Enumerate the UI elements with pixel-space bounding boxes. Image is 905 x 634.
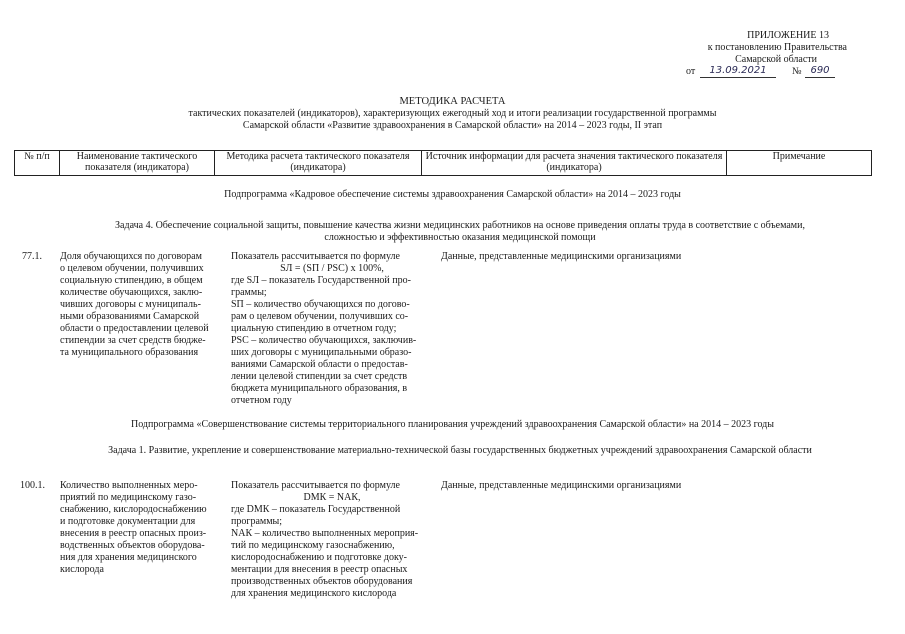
appendix-region: Самарской области bbox=[735, 54, 817, 65]
name-line: количестве обучающихся, заклю- bbox=[60, 287, 203, 298]
method-line: тий по медицинскому газоснабжению, bbox=[231, 540, 395, 551]
indicator-name bbox=[60, 480, 223, 576]
task-title bbox=[20, 445, 900, 457]
method-line: кислородоснабжению и подготовке доку- bbox=[231, 552, 408, 563]
method-line: производственных объектов оборудования bbox=[231, 576, 413, 587]
method-line: отчетном году bbox=[231, 395, 292, 406]
calculation-method bbox=[231, 480, 433, 600]
header-num: № п/п bbox=[15, 151, 60, 176]
info-source: Данные, представленные медицинскими организациями bbox=[441, 251, 682, 262]
name-line: Доля обучающихся по договорам bbox=[60, 251, 202, 262]
name-line: ными образованиями Самарской bbox=[60, 311, 200, 322]
name-line: приятий по медицинскому газо- bbox=[60, 492, 197, 503]
method-line: граммы; bbox=[231, 287, 267, 298]
appendix-dateline bbox=[642, 66, 847, 80]
task-title bbox=[40, 220, 880, 244]
subprogram-title: Подпрограмма «Кадровое обеспечение системы здравоохранения Самарской области» на 2014 – 2023 годы bbox=[224, 189, 681, 200]
appendix-resolution: к постановлению Правительства bbox=[707, 42, 847, 53]
table-header bbox=[14, 150, 872, 176]
method-line: где SЛ – показатель Государственной про- bbox=[231, 275, 411, 286]
name-line: ния для хранения медицинского bbox=[60, 552, 197, 563]
name-line: кислорода bbox=[60, 564, 104, 575]
method-line: ших договоры с муниципальными образо- bbox=[231, 347, 412, 358]
method-intro: Показатель рассчитывается по формуле bbox=[231, 480, 400, 491]
row-number: 77.1. bbox=[22, 251, 42, 262]
header-name: Наименование тактического показателя (индикатора) bbox=[60, 151, 215, 176]
name-line: о целевом обучении, получивших bbox=[60, 263, 204, 274]
name-line: водственных объектов оборудова- bbox=[60, 540, 205, 551]
method-line: SП – количество обучающихся по догово- bbox=[231, 299, 410, 310]
method-line: NАК – количество выполненных мероприя- bbox=[231, 528, 419, 539]
name-line: стипендии за счет средств бюдже- bbox=[60, 335, 206, 346]
name-line: социальную стипендию, в общем bbox=[60, 275, 203, 286]
formula: SЛ = (SП / PSC) x 100%, bbox=[280, 263, 384, 274]
method-line: где DМК – показатель Государственной bbox=[231, 504, 401, 515]
formula: DМК = NАК, bbox=[303, 492, 361, 503]
calculation-method bbox=[231, 251, 433, 407]
header-source: Источник информации для расчета значения тактического показателя (индикатора) bbox=[422, 151, 727, 176]
date-prefix: от bbox=[686, 66, 696, 77]
task-line: Задача 4. Обеспечение социальной защиты, повышение качества жизни медицинских работников на основе приведения оплаты труда в соответствие с объемами, bbox=[115, 220, 805, 231]
name-line: та муниципального образования bbox=[60, 347, 199, 358]
name-line: Количество выполненных меро- bbox=[60, 480, 198, 491]
method-line: бюджета муниципального образования, в bbox=[231, 383, 408, 394]
row-number: 100.1. bbox=[20, 480, 45, 491]
name-line: чивших договоры с муниципаль- bbox=[60, 299, 201, 310]
task-line: Задача 1. Развитие, укрепление и совершенствование материально-технической базы государственных бюджетных учреждений здравоохранения Самарской области bbox=[108, 445, 812, 456]
header-method: Методика расчета тактического показателя (индикатора) bbox=[215, 151, 422, 176]
method-line: лении целевой стипендии за счет средств bbox=[231, 371, 408, 382]
method-line: PSC – количество обучающихся, заключив- bbox=[231, 335, 417, 346]
appendix-title: ПРИЛОЖЕНИЕ 13 bbox=[747, 30, 829, 41]
name-line: внесения в реестр опасных произ- bbox=[60, 528, 207, 539]
doc-subtitle-2: Самарской области «Развитие здравоохранения в Самарской области» на 2014 – 2023 годы, II этап bbox=[242, 120, 663, 131]
name-line: снабжению, кислородоснабжению bbox=[60, 504, 207, 515]
handwritten-number: 690 bbox=[805, 65, 835, 78]
handwritten-date: 13.09.2021 bbox=[700, 65, 776, 78]
method-line: программы; bbox=[231, 516, 283, 527]
subprogram-title: Подпрограмма «Совершенствование системы территориального планирования учреждений здравоохранения Самарской области» на 2014 – 2023 годы bbox=[131, 419, 774, 430]
indicator-name bbox=[60, 251, 223, 359]
doc-subtitle-1: тактических показателей (индикаторов), характеризующих ежегодный ход и итоги реализации государственной программы bbox=[188, 108, 717, 119]
method-line: циальную стипендию в отчетном году; bbox=[231, 323, 397, 334]
method-line: для хранения медицинского кислорода bbox=[231, 588, 397, 599]
appendix-block bbox=[642, 30, 847, 80]
header-note: Примечание bbox=[727, 151, 872, 176]
method-line: ваниями Самарской области о предостав- bbox=[231, 359, 408, 370]
method-line: рам о целевом обучении, получивших со- bbox=[231, 311, 409, 322]
doc-title: МЕТОДИКА РАСЧЕТА bbox=[399, 96, 506, 107]
method-intro: Показатель рассчитывается по формуле bbox=[231, 251, 400, 262]
method-line: ментации для внесения в реестр опасных bbox=[231, 564, 408, 575]
name-line: области о предоставлении целевой bbox=[60, 323, 209, 334]
name-line: и подготовке документации для bbox=[60, 516, 196, 527]
task-line: сложностью и эффективностью оказания медицинской помощи bbox=[324, 232, 596, 243]
number-prefix: № bbox=[792, 66, 802, 77]
info-source: Данные, представленные медицинскими организациями bbox=[441, 480, 682, 491]
